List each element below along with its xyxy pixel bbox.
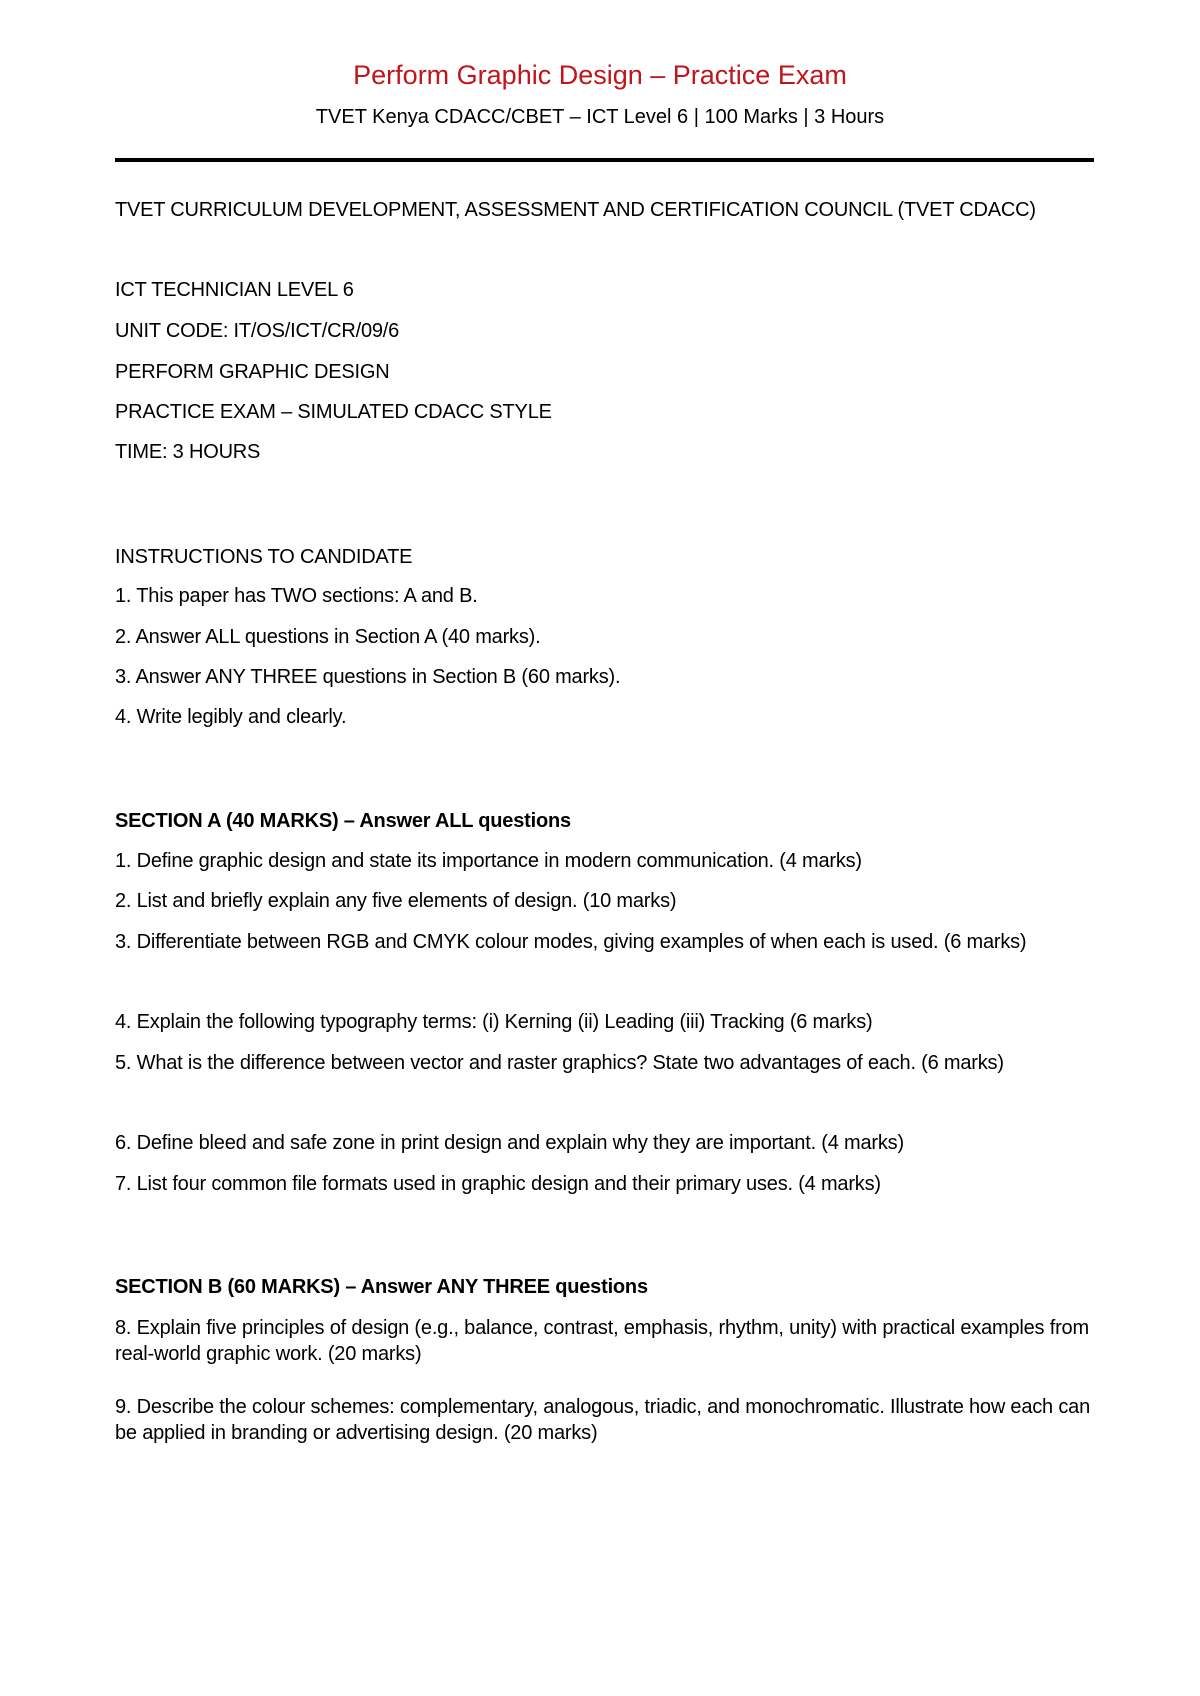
question-item: 4. Explain the following typography terms: (i) Kerning (ii) Leading (iii) Tracking (6 marks) bbox=[115, 1011, 873, 1033]
document-title: Perform Graphic Design – Practice Exam bbox=[353, 60, 847, 90]
question-item: 5. What is the difference between vector and raster graphics? State two advantages of each. (6 marks) bbox=[115, 1052, 1004, 1074]
council-name: TVET CURRICULUM DEVELOPMENT, ASSESSMENT AND CERTIFICATION COUNCIL (TVET CDACC) bbox=[115, 199, 1036, 221]
unit-title: PERFORM GRAPHIC DESIGN bbox=[115, 361, 390, 383]
unit-code: UNIT CODE: IT/OS/ICT/CR/09/6 bbox=[115, 320, 400, 342]
document-subtitle: TVET Kenya CDACC/CBET – ICT Level 6 | 100 Marks | 3 Hours bbox=[315, 106, 885, 128]
question-item: 3. Differentiate between RGB and CMYK colour modes, giving examples of when each is used. (6 marks) bbox=[115, 931, 1027, 953]
instruction-item: 1. This paper has TWO sections: A and B. bbox=[115, 585, 478, 607]
instruction-item: 2. Answer ALL questions in Section A (40 marks). bbox=[115, 626, 541, 648]
exam-type: PRACTICE EXAM – SIMULATED CDACC STYLE bbox=[115, 401, 552, 423]
instructions-heading: INSTRUCTIONS TO CANDIDATE bbox=[115, 546, 413, 568]
question-item: 6. Define bleed and safe zone in print design and explain why they are important. (4 marks) bbox=[115, 1132, 904, 1154]
question-item: 8. Explain five principles of design (e.g., balance, contrast, emphasis, rhythm, unity) with practical examples from real-world graphic work. (20 marks) bbox=[115, 1317, 1089, 1365]
instruction-item: 4. Write legibly and clearly. bbox=[115, 706, 347, 728]
level-line: ICT TECHNICIAN LEVEL 6 bbox=[115, 279, 354, 301]
question-item: 9. Describe the colour schemes: complementary, analogous, triadic, and monochromatic. Illustrate how each can be applied in branding or advertising design. (20 marks) bbox=[115, 1396, 1090, 1444]
section-a-heading: SECTION A (40 MARKS) – Answer ALL questions bbox=[115, 810, 571, 832]
header-divider bbox=[115, 158, 1094, 162]
question-item: 7. List four common file formats used in graphic design and their primary uses. (4 marks) bbox=[115, 1173, 881, 1195]
question-item: 2. List and briefly explain any five elements of design. (10 marks) bbox=[115, 890, 677, 912]
section-b-heading: SECTION B (60 MARKS) – Answer ANY THREE questions bbox=[115, 1276, 648, 1298]
exam-time: TIME: 3 HOURS bbox=[115, 441, 261, 463]
instruction-item: 3. Answer ANY THREE questions in Section B (60 marks). bbox=[115, 666, 621, 688]
question-item: 1. Define graphic design and state its importance in modern communication. (4 marks) bbox=[115, 850, 862, 872]
